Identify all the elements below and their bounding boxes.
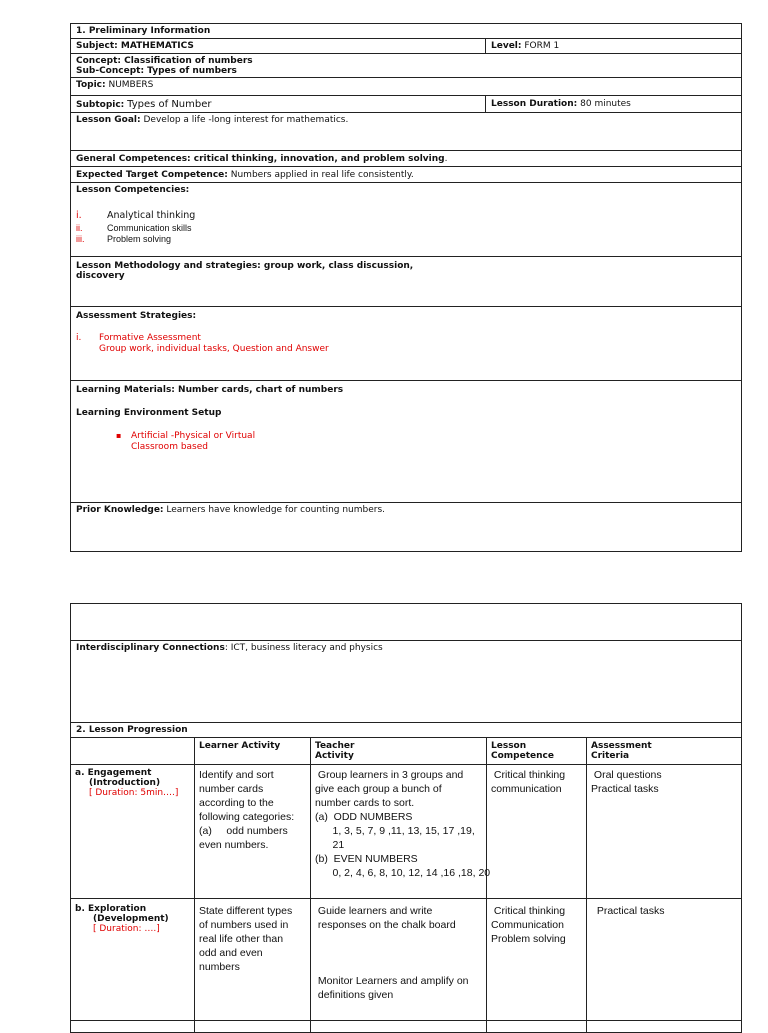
learning-materials: Learning Materials: Number cards, chart of numbers [76, 385, 344, 395]
text-line: numbers [199, 961, 240, 973]
exploration-learner-activity [195, 902, 310, 976]
preliminary-info-table [70, 23, 742, 552]
text-line: 0, 2, 4, 6, 8, 10, 12, 14 ,16 ,18, 20 [315, 867, 491, 879]
subtopic-value: Types of Number [127, 99, 212, 110]
stage-subtitle: (Introduction) [89, 778, 161, 788]
text-line: 21 [315, 839, 345, 851]
text-line: odd and even [199, 947, 263, 959]
goal-label: Lesson Goal: [76, 115, 141, 125]
text-line: (a) ODD NUMBERS [315, 811, 413, 823]
text-line: real life other than [199, 933, 284, 945]
stage-title: b. Exploration [75, 904, 147, 914]
subconcept-line: Sub-Concept: Types of numbers [76, 66, 237, 76]
exploration-teacher-activity [311, 902, 486, 1004]
engagement-competence [487, 766, 586, 798]
concept-row [71, 54, 741, 78]
text-line: Oral questions [591, 769, 662, 781]
header-text: Criteria [591, 751, 630, 761]
text-line: Practical tasks [591, 905, 665, 917]
topic-label: Topic: [76, 80, 106, 90]
interdisciplinary-row [71, 641, 741, 723]
text-line: Communication [491, 919, 564, 931]
methodology-line-2: discovery [76, 271, 125, 281]
column-divider [485, 39, 486, 53]
exploration-competence [487, 902, 586, 948]
expected-label: Expected Target Competence: [76, 170, 228, 180]
row-divider [71, 764, 741, 765]
row-divider [71, 898, 741, 899]
stage-duration: [ Duration: ….] [93, 924, 160, 934]
text-line: Group learners in 3 groups and [315, 769, 464, 781]
text-line: give each group a bunch of [315, 783, 442, 795]
stage-title: a. Engagement [75, 768, 152, 778]
text-line: of numbers used in [199, 919, 289, 931]
engagement-learner-activity [195, 766, 310, 854]
engagement-criteria [587, 766, 742, 798]
competency-text: Communication skills [107, 223, 192, 233]
text-line: Critical thinking [491, 905, 566, 917]
subtopic-row [71, 96, 741, 113]
header-text: Activity [315, 751, 354, 761]
header-teacher-activity [311, 739, 486, 763]
header-text: Competence [491, 751, 554, 761]
level-label: Level: [491, 41, 522, 51]
level-value: FORM 1 [524, 41, 560, 51]
stage-exploration [71, 902, 194, 936]
subject-row [71, 39, 741, 54]
list-number: iii. [76, 234, 85, 244]
list-number: ii. [76, 223, 83, 233]
progression-heading-row [71, 723, 741, 738]
expected-competence-row [71, 167, 741, 183]
goal-value: Develop a life -long interest for mathematics. [143, 115, 349, 125]
row-divider [71, 1020, 741, 1021]
competency-text: Problem solving [107, 234, 172, 244]
environment-line-2: Classroom based [131, 442, 208, 452]
header-text: Teacher [315, 741, 355, 751]
lesson-progression-table [70, 603, 742, 1033]
methodology-row [71, 257, 741, 307]
topic-row [71, 78, 741, 96]
competencies-label: Lesson Competencies: [76, 185, 190, 195]
duration-field [491, 99, 631, 109]
stage-duration: [ Duration: 5min….] [89, 788, 179, 798]
text-line: Identify and sort [199, 769, 274, 781]
text-line: Problem solving [491, 933, 566, 945]
header-text: Learner Activity [199, 741, 281, 751]
text-line: according to the [199, 797, 274, 809]
text-line: even numbers. [199, 839, 269, 851]
text-line: Practical tasks [591, 783, 659, 795]
header-learner-activity [195, 739, 310, 753]
stage-subtitle: (Development) [93, 914, 169, 924]
text-line: (b) EVEN NUMBERS [315, 853, 418, 865]
prior-value: Learners have knowledge for counting numbers. [166, 505, 386, 515]
expected-value: Numbers applied in real life consistently. [230, 170, 414, 180]
list-number: i. [76, 210, 82, 221]
assessment-line-2: Group work, individual tasks, Question and Answer [99, 344, 329, 354]
environment-line-1: Artificial -Physical or Virtual [131, 431, 256, 441]
engagement-teacher-activity [311, 766, 491, 882]
text-line: Critical thinking [491, 769, 566, 781]
stage-engagement [71, 766, 194, 800]
methodology-line-1: Lesson Methodology and strategies: group work, class discussion, [76, 261, 414, 271]
text-line: number cards to sort. [315, 797, 415, 809]
header-text: Lesson [491, 741, 527, 751]
assessment-label: Assessment Strategies: [76, 311, 197, 321]
competency-text: Analytical thinking [107, 210, 196, 221]
materials-environment-row [71, 381, 741, 503]
header-assessment-criteria [587, 739, 742, 763]
environment-label: Learning Environment Setup [76, 408, 222, 418]
assessment-strategies-row [71, 307, 741, 381]
interdisciplinary-value: : ICT, business literacy and physics [224, 643, 383, 653]
text-line: number cards [199, 783, 264, 795]
text-line: State different types [199, 905, 293, 917]
subtopic-label: Subtopic: [76, 100, 125, 110]
progression-heading: 2. Lesson Progression [76, 725, 188, 735]
general-competences-row: General Competences: critical thinking, innovation, and problem solving. [71, 151, 741, 167]
duration-value: 80 minutes [580, 99, 631, 109]
empty-row [71, 604, 741, 641]
prelim-heading-row [71, 24, 741, 39]
text-line: Guide learners and write [315, 905, 433, 917]
prior-label: Prior Knowledge: [76, 505, 164, 515]
column-divider [485, 96, 486, 112]
bullet-icon: ▪ [116, 431, 122, 440]
interdisciplinary-label: Interdisciplinary Connections [76, 643, 225, 653]
text-line: communication [491, 783, 562, 795]
goal-row [71, 113, 741, 151]
text-line: Monitor Learners and amplify on [315, 975, 469, 987]
exploration-criteria [587, 902, 742, 920]
prior-knowledge-row [71, 503, 741, 551]
header-lesson-competence [487, 739, 586, 763]
level-field [491, 41, 559, 51]
duration-label: Lesson Duration: [491, 99, 578, 109]
concept-line: Concept: Classification of numbers [76, 56, 253, 66]
assessment-line-1: Formative Assessment [99, 333, 201, 343]
text-line: definitions given [315, 989, 394, 1001]
lesson-competencies-row [71, 183, 741, 257]
text-line: 1, 3, 5, 7, 9 ,11, 13, 15, 17 ,19, [315, 825, 475, 837]
general-competences: General Competences: critical thinking, innovation, and problem solving [76, 154, 445, 164]
subject-label: Subject: MATHEMATICS [76, 41, 194, 51]
text-line: following categories: [199, 811, 295, 823]
text-line: responses on the chalk board [315, 919, 456, 931]
text-line: (a) odd numbers [199, 825, 288, 837]
list-number: i. [76, 333, 82, 343]
topic-value: NUMBERS [108, 80, 154, 90]
header-text: Assessment [591, 741, 652, 751]
prelim-heading: 1. Preliminary Information [76, 26, 211, 36]
progression-grid [71, 738, 741, 1032]
